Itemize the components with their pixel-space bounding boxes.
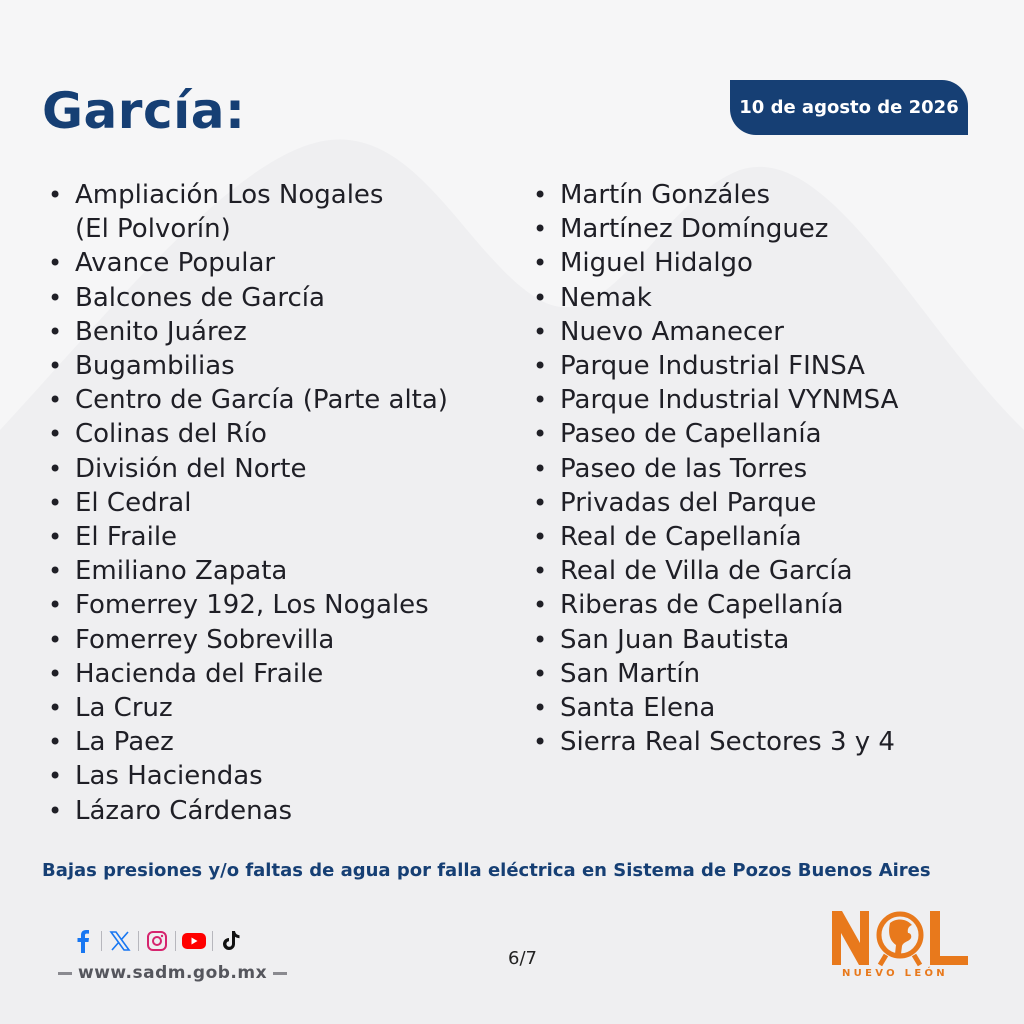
social-icons bbox=[70, 928, 244, 954]
list-item: • División del Norte bbox=[48, 452, 488, 486]
website-link[interactable] bbox=[52, 963, 293, 983]
list-item: • Parque Industrial VYNMSA bbox=[533, 383, 993, 417]
list-item: • Privadas del Parque bbox=[533, 486, 993, 520]
list-item: • Hacienda del Fraile bbox=[48, 657, 488, 691]
colonias-list-right bbox=[533, 178, 993, 759]
list-item: • Nemak bbox=[533, 281, 993, 315]
divider bbox=[58, 972, 72, 975]
list-item: • Lázaro Cárdenas bbox=[48, 794, 488, 828]
list-item: • Paseo de las Torres bbox=[533, 452, 993, 486]
list-item: • Santa Elena bbox=[533, 691, 993, 725]
list-item: • Martínez Domínguez bbox=[533, 212, 993, 246]
list-item: • Centro de García (Parte alta) bbox=[48, 383, 488, 417]
list-item: • Parque Industrial FINSA bbox=[533, 349, 993, 383]
list-item: • Real de Capellanía bbox=[533, 520, 993, 554]
list-item: • Balcones de García bbox=[48, 281, 488, 315]
website-url[interactable]: www.sadm.gob.mx bbox=[78, 963, 268, 983]
list-item: • Martín Gonzáles bbox=[533, 178, 993, 212]
tiktok-icon[interactable] bbox=[218, 928, 244, 954]
divider bbox=[175, 931, 176, 951]
list-item: • Las Haciendas bbox=[48, 759, 488, 793]
x-icon[interactable] bbox=[107, 928, 133, 954]
facebook-icon[interactable] bbox=[70, 928, 96, 954]
list-item: • San Martín bbox=[533, 657, 993, 691]
divider bbox=[212, 931, 213, 951]
list-item: • Colinas del Río bbox=[48, 417, 488, 451]
footer-note: Bajas presiones y/o faltas de agua por falla eléctrica en Sistema de Pozos Buenos Aires bbox=[42, 860, 931, 881]
date-badge: 10 de agosto de 2026 bbox=[730, 80, 968, 135]
list-item: • Avance Popular bbox=[48, 246, 488, 280]
page-indicator: 6/7 bbox=[508, 948, 537, 969]
list-item: • Paseo de Capellanía bbox=[533, 417, 993, 451]
list-item: • Benito Juárez bbox=[48, 315, 488, 349]
list-item: • Emiliano Zapata bbox=[48, 554, 488, 588]
list-item: • Bugambilias bbox=[48, 349, 488, 383]
list-item: • Fomerrey Sobrevilla bbox=[48, 623, 488, 657]
list-item: • Miguel Hidalgo bbox=[533, 246, 993, 280]
list-item: • Sierra Real Sectores 3 y 4 bbox=[533, 725, 993, 759]
youtube-icon[interactable] bbox=[181, 928, 207, 954]
list-item: • San Juan Bautista bbox=[533, 623, 993, 657]
divider bbox=[101, 931, 102, 951]
list-item: • El Cedral bbox=[48, 486, 488, 520]
divider bbox=[138, 931, 139, 951]
divider bbox=[273, 972, 287, 975]
colonias-list-left bbox=[48, 178, 488, 828]
logo-caption: NUEVO LEÓN bbox=[842, 968, 948, 979]
list-item: • La Paez bbox=[48, 725, 488, 759]
list-item: • Ampliación Los Nogales (El Polvorín) bbox=[48, 178, 488, 246]
list-item: • Fomerrey 192, Los Nogales bbox=[48, 588, 488, 622]
list-item: • Nuevo Amanecer bbox=[533, 315, 993, 349]
list-item: • Real de Villa de García bbox=[533, 554, 993, 588]
page-title: García: bbox=[42, 82, 246, 140]
list-item: • La Cruz bbox=[48, 691, 488, 725]
instagram-icon[interactable] bbox=[144, 928, 170, 954]
list-item: • Riberas de Capellanía bbox=[533, 588, 993, 622]
list-item: • El Fraile bbox=[48, 520, 488, 554]
